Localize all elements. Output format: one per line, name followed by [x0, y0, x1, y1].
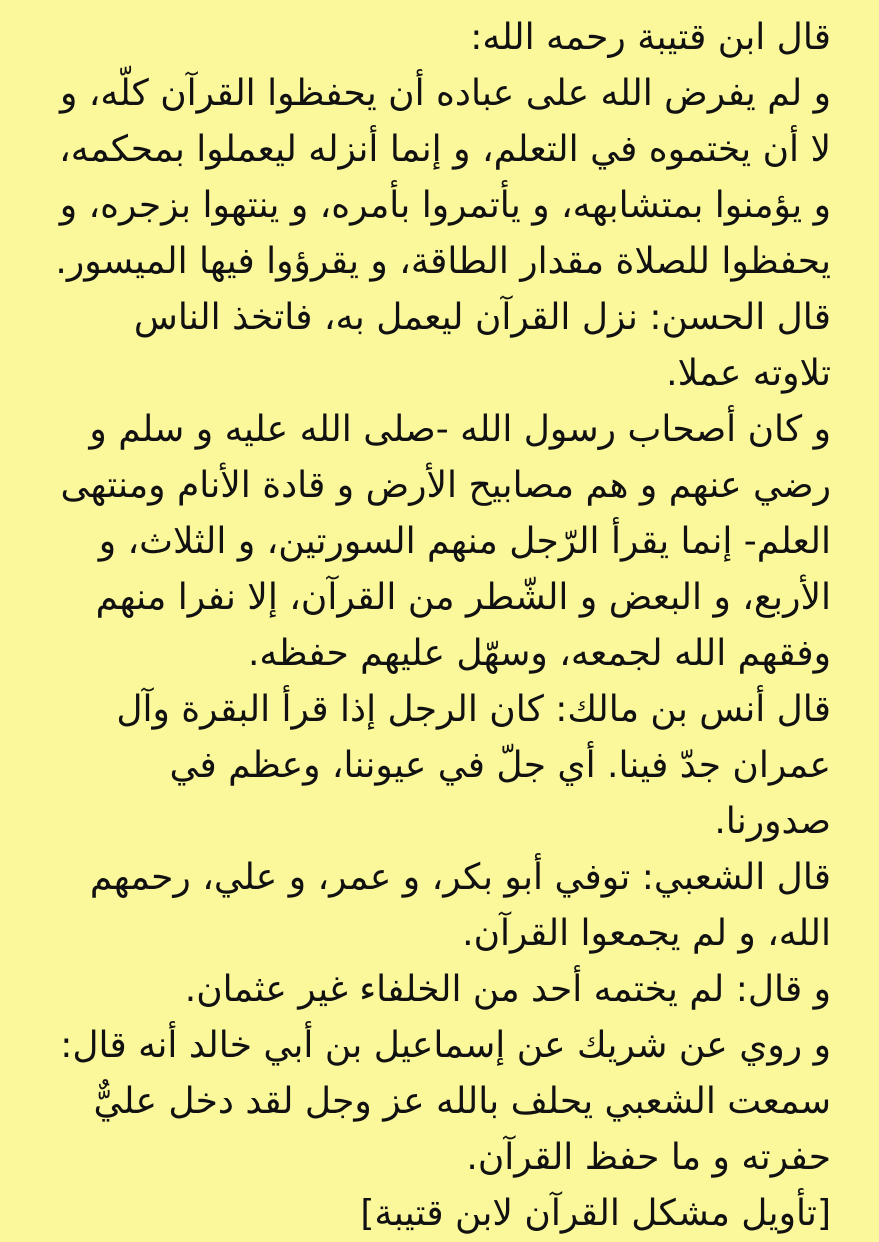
- paragraph-source-citation: [تأويل مشكل القرآن لابن قتيبة]: [360, 1193, 831, 1234]
- paragraph-intro: قال ابن قتيبة رحمه الله:: [470, 17, 831, 58]
- paragraph-anas-quote: قال أنس بن مالك: كان الرجل إذا قرأ البقرة وآل عمران جدّ فينا. أي جلّ في عيوننا، وعظم في صدورنا.: [116, 689, 831, 842]
- paragraph-ibn-qutaybah-quote: و لم يفرض الله على عباده أن يحفظوا القرآن كلّه، و لا أن يختموه في التعلم، و إنما أنزله ليعملوا بمحكمه، و يؤمنوا بمتشابهه، و يأتمروا بأمره، و ينتهوا بزجره، و يحفظوا للصلاة مقدار الطاقة، و يقرؤوا فيها الميسور.: [55, 73, 831, 282]
- paragraph-companions: و كان أصحاب رسول الله -صلى الله عليه و سلم و رضي عنهم و هم مصابيح الأرض و قادة الأنام ومنتهى العلم- إنما يقرأ الرّجل منهم السورتين، و الثلاث، و الأربع، و البعض و الشّطر من القرآن، إلا نفرا منهم وفقهم الله لجمعه، وسهّل عليهم حفظه.: [60, 409, 831, 674]
- paragraph-sharik-narration: و روي عن شريك عن إسماعيل بن أبي خالد أنه قال: سمعت الشعبي يحلف بالله عز وجل لقد دخل عليٌّ حفرته و ما حفظ القرآن.: [60, 1025, 831, 1178]
- paragraph-hasan-quote: قال الحسن: نزل القرآن ليعمل به، فاتخذ الناس تلاوته عملا.: [133, 297, 831, 394]
- paragraph-shabi-quote: قال الشعبي: توفي أبو بكر، و عمر، و علي، رحمهم الله، و لم يجمعوا القرآن.: [89, 857, 831, 954]
- paragraph-uthman-quote: و قال: لم يختمه أحد من الخلفاء غير عثمان.: [184, 969, 831, 1010]
